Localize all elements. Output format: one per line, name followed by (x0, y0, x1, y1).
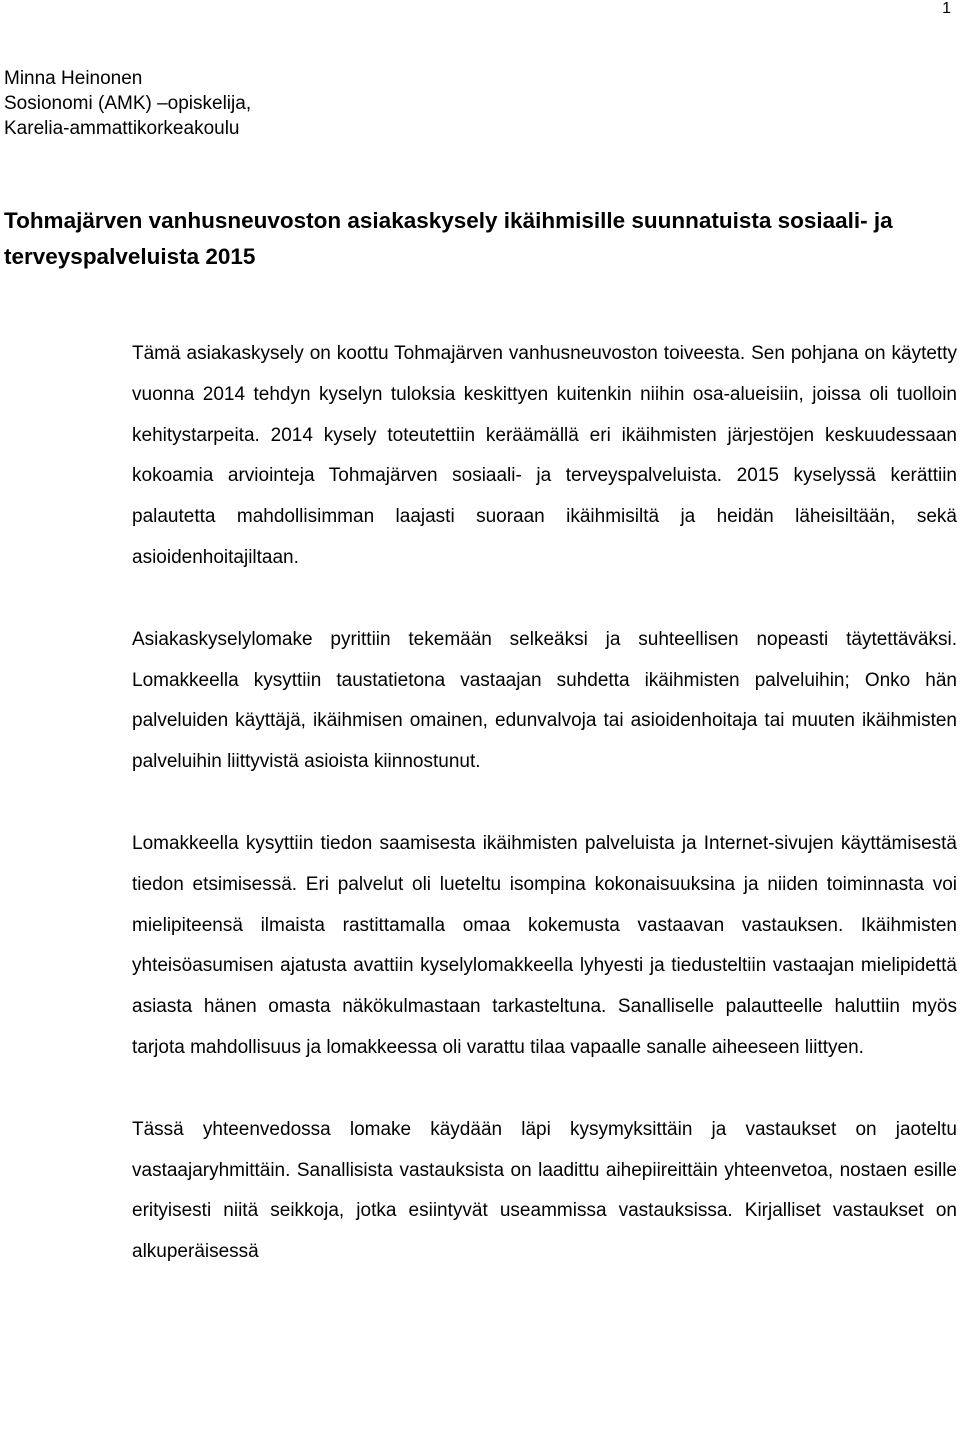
author-institution: Karelia-ammattikorkeakoulu (4, 118, 240, 139)
author-block (4, 66, 251, 141)
paragraph-intro: Tämä asiakaskysely on koottu Tohmajärven vanhusneuvoston toiveesta. Sen pohjana on käytetty vuonna 2014 tehdyn kyselyn tuloksia keskittyen kuitenkin niihin osa-alueisiin, joissa oli tuolloin kehitystarpeita. 2014 kysely toteutettiin keräämällä eri ikäihmisten järjestöjen keskuudessaan kokoamia arviointeja Tohmajärven sosiaali- ja terveyspalveluista. 2015 kyselyssä kerättiin palautetta mahdollisimman laajasti suoraan ikäihmisiltä ja heidän läheisiltään, sekä asioidenhoitajiltaan. (132, 343, 957, 568)
paragraph-form-questions: Lomakkeella kysyttiin tiedon saamisesta ikäihmisten palveluista ja Internet-sivujen käyttämisestä tiedon etsimisessä. Eri palvelut oli lueteltu isompina kokonaisuuksina ja niiden toiminnasta voi mielipiteensä ilmaista rastittamalla omaa kokemusta vastaavan vastauksen. Ikäihmisten yhteisöasumisen ajatusta avattiin kyselylomakkeella lyhyesti ja tiedusteltiin vastaajan mielipidettä asiasta hänen omasta näkökulmastaan tarkasteltuna. Sanalliselle palautteelle haluttiin myös tarjota mahdollisuus ja lomakkeessa oli varattu tilaa vapaalle sanalle aiheeseen liittyen. (132, 832, 957, 1058)
paragraph-summary: Tässä yhteenvedossa lomake käydään läpi kysymyksittäin ja vastaukset on jaoteltu vastaajaryhmittäin. Sanallisista vastauksista on laadittu aihepiireittäin yhteenvetoa, nostaen esille erityisesti niitä seikkoja, jotka esiintyvät useammissa vastauksissa. Kirjalliset vastaukset on alkuperäisessä (132, 1118, 957, 1263)
document-title: Tohmajärven vanhusneuvoston asiakaskysely ikäihmisille suunnatuista sosiaali- ja terveyspalveluista 2015 (4, 208, 893, 269)
author-role: Sosionomi (AMK) –opiskelija, (4, 93, 252, 114)
page-number: 1 (942, 0, 951, 17)
paragraph-form-design: Asiakaskyselylomake pyrittiin tekemään selkeäksi ja suhteellisen nopeasti täytettäväksi. Lomakkeella kysyttiin taustatietona vastaajan suhdetta ikäihmisten palveluihin; Onko hän palveluiden käyttäjä, ikäihmisen omainen, edunvalvoja tai asioidenhoitaja tai muuten ikäihmisten palveluihin liittyvistä asioista kiinnostunut. (132, 628, 957, 773)
body-text (132, 334, 957, 1273)
author-name: Minna Heinonen (4, 68, 143, 89)
